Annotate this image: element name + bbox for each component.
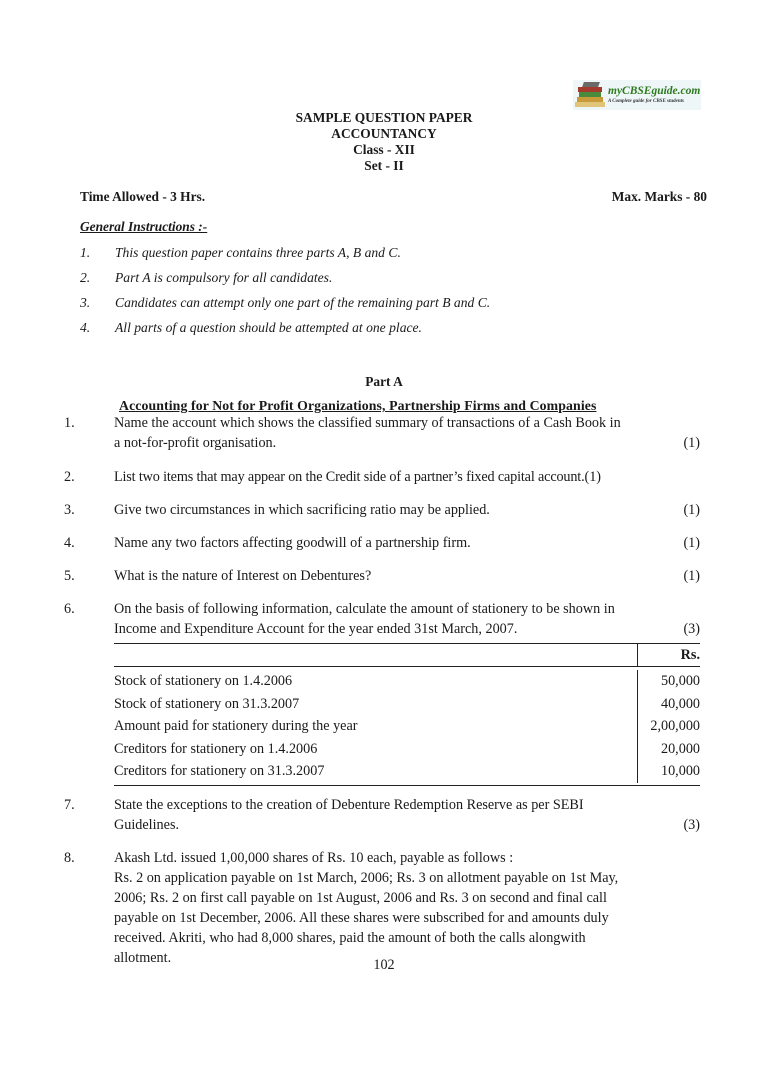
- question-5: 5. What is the nature of Interest on Debentures? (1): [64, 568, 700, 584]
- page-number: 102: [373, 957, 395, 973]
- marks: (3): [683, 817, 700, 833]
- paper-subject: ACCOUNTANCY: [331, 126, 437, 141]
- marks: (3): [683, 621, 700, 637]
- paper-class: Class - XII: [353, 142, 415, 157]
- part-a-title: Part A: [365, 374, 403, 389]
- mycbseguide-logo: [573, 80, 701, 110]
- part-a-subheading: Accounting for Not for Profit Organizations, Partnership Firms and Companies: [119, 398, 597, 413]
- time-marks-row: [80, 189, 707, 205]
- amount-column-header: Rs.: [637, 644, 700, 666]
- time-allowed: Time Allowed - 3 Hrs.: [80, 189, 206, 204]
- paper-set: Set - II: [364, 158, 404, 173]
- question-1: 1. Name the account which shows the classified summary of transactions of a Cash Book in a not-for-profit organisation. (1): [64, 415, 700, 451]
- paper-title: SAMPLE QUESTION PAPER: [295, 110, 473, 125]
- table-row: Creditors for stationery on 31.3.2007 10,000: [114, 760, 700, 783]
- stationery-table: [114, 643, 700, 786]
- instruction-item: 2. Part A is compulsory for all candidates.: [80, 270, 333, 285]
- question-2: 2. List two items that may appear on the Credit side of a partner’s fixed capital account. (1): [64, 469, 602, 485]
- general-instructions-heading: General Instructions :-: [80, 219, 208, 234]
- table-row: Creditors for stationery on 1.4.2006 20,000: [114, 738, 700, 761]
- table-header-row: [114, 644, 700, 667]
- instruction-item: 3. Candidates can attempt only one part of the remaining part B and C.: [80, 295, 491, 310]
- question-7: 7. State the exceptions to the creation of Debenture Redemption Reserve as per SEBI Guidelines. (3): [64, 797, 700, 833]
- books-icon: [575, 82, 605, 108]
- instruction-item: 4. All parts of a question should be attempted at one place.: [80, 320, 422, 335]
- instruction-item: 1. This question paper contains three parts A, B and C.: [80, 245, 401, 260]
- marks: (1): [584, 469, 602, 485]
- marks: (1): [683, 502, 700, 518]
- logo-name: myCBSEguide.com: [608, 85, 701, 98]
- table-row: Amount paid for stationery during the year 2,00,000: [114, 715, 700, 738]
- question-8: 8. Akash Ltd. issued 1,00,000 shares of Rs. 10 each, payable as follows : Rs. 2 on application payable on 1st March, 2006; Rs. 3 on allotment payable on 1st May, 2006; Rs. 2 on first call payable on 1st August, 2006 and Rs. 3 on second and final call payable on 1st December, 2006. All these shares were subscribed for and amounts duly received. Akriti, who had 8,000 shares, paid the amount of both the calls alongwith allotment.: [64, 850, 619, 966]
- marks: (1): [683, 535, 700, 551]
- paper-title-block: [0, 110, 768, 174]
- question-6: 6. On the basis of following information, calculate the amount of stationery to be shown in Income and Expenditure Account for the year ended 31st March, 2007. (3): [64, 601, 700, 637]
- logo-tagline: A Complete guide for CBSE students: [608, 98, 684, 104]
- table-row: Stock of stationery on 1.4.2006 50,000: [114, 670, 700, 693]
- marks: (1): [683, 568, 700, 584]
- question-4: 4. Name any two factors affecting goodwill of a partnership firm. (1): [64, 535, 700, 551]
- max-marks: Max. Marks - 80: [611, 189, 707, 204]
- marks: (1): [683, 435, 700, 451]
- question-3: 3. Give two circumstances in which sacrificing ratio may be applied. (1): [64, 502, 700, 518]
- table-row: Stock of stationery on 31.3.2007 40,000: [114, 693, 700, 716]
